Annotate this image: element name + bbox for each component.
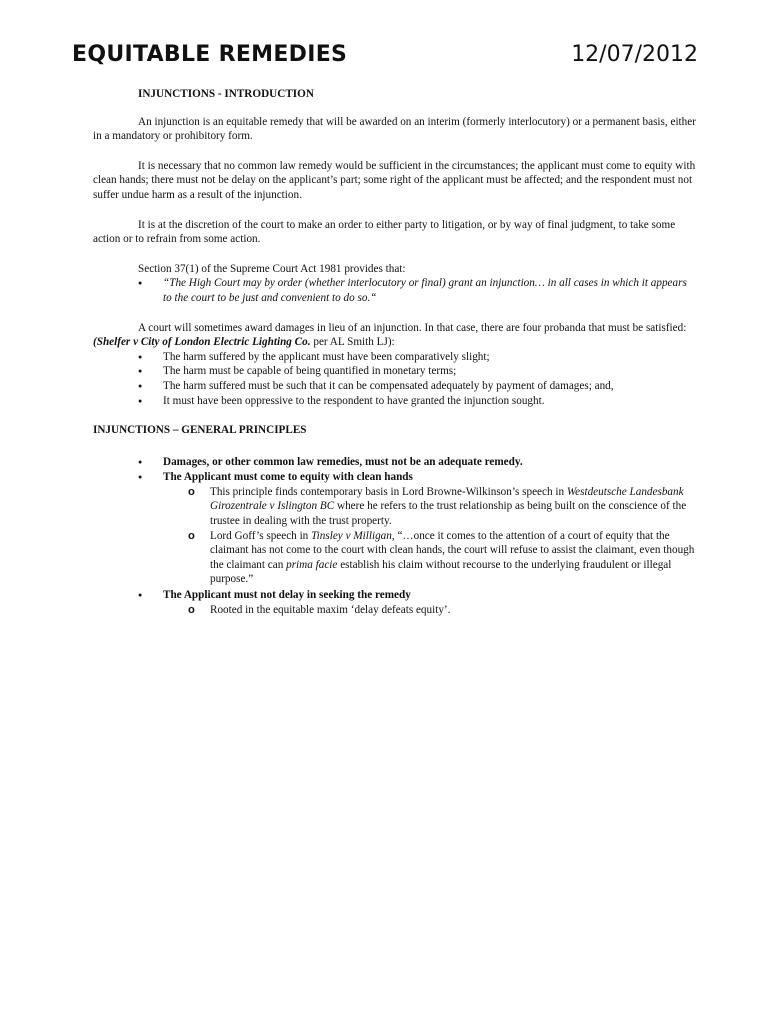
principle-label: The Applicant must not delay in seeking the remedy	[163, 589, 411, 602]
principles-list	[93, 455, 698, 618]
quote-list	[93, 276, 698, 305]
list-item: ● The harm suffered by the applicant must have been comparatively slight;	[138, 350, 698, 365]
document-date: 12/07/2012	[571, 42, 698, 67]
statute-quote: ● “The High Court may by order (whether interlocutory or final) grant an injunction… in all cases in which it appears to the court to be just and convenient to do so.“	[138, 276, 698, 305]
document-title: EQUITABLE REMEDIES	[72, 42, 348, 67]
document-header	[72, 42, 698, 78]
latin-phrase: prima facie	[286, 558, 338, 571]
list-item	[138, 588, 698, 617]
case-name: Westdeutsche Landesbank Girozentrale v Islington BC	[210, 485, 684, 513]
document-body	[93, 87, 698, 632]
list-item: ● It must have been oppressive to the respondent to have granted the injunction sought.	[138, 394, 698, 409]
text-run: per AL Smith LJ):	[310, 336, 395, 349]
principle-label: The Applicant must come to equity with clean hands	[163, 471, 413, 484]
text-run: establish his claim without recourse to the underlying fraudulent or illegal purpose.”	[210, 558, 672, 586]
section-heading-general: INJUNCTIONS – GENERAL PRINCIPLES	[93, 424, 307, 437]
sub-list-item	[188, 485, 698, 529]
paragraph: Section 37(1) of the Supreme Court Act 1981 provides that:	[138, 262, 406, 275]
sub-list	[163, 603, 698, 618]
sub-list-item	[188, 529, 698, 587]
paragraph: It is at the discretion of the court to make an order to either party to litigation, or by way of final judgment, to take some action or to refrain from some action.	[93, 218, 676, 246]
list-item	[138, 455, 698, 470]
text-run: , “…once it comes to the attention of a court of equity that the claimant has not come to the court with clean hands, the court will refuse to assist the claimant, even though the claimant can	[210, 529, 695, 571]
text-run: where he refers to the trust relationship as being built on the conscience of the trustee in dealing with the trust property.	[210, 500, 687, 528]
list-item: ● The harm suffered must be such that it can be compensated adequately by payment of damages; and,	[138, 379, 698, 394]
paragraph-damages	[93, 321, 698, 350]
list-item	[138, 470, 698, 587]
text-run: Lord Goff’s speech in	[210, 529, 312, 542]
sub-list-item: o Rooted in the equitable maxim ‘delay defeats equity’.	[188, 603, 698, 618]
text-run: A court will sometimes award damages in lieu of an injunction. In that case, there are four probanda that must be satisfied:	[138, 321, 687, 334]
probanda-list	[93, 350, 698, 408]
section-heading-intro: INJUNCTIONS - INTRODUCTION	[138, 88, 314, 100]
sub-list	[163, 485, 698, 587]
case-name: (Shelfer v City of London Electric Lighting Co.	[93, 336, 311, 349]
text-run: This principle finds contemporary basis in Lord Browne-Wilkinson’s speech in	[210, 485, 567, 498]
paragraph: An injunction is an equitable remedy that will be awarded on an interim (formerly interlocutory) or a permanent basis, either in a mandatory or prohibitory form.	[93, 115, 696, 143]
case-name: Tinsley v Milligan	[311, 529, 392, 542]
principle-label: Damages, or other common law remedies, must not be an adequate remedy.	[163, 455, 523, 468]
paragraph: It is necessary that no common law remedy would be sufficient in the circumstances; the applicant must come to equity with clean hands; there must not be delay on the applicant’s part; some right of the applicant must be affected; and the respondent must not suffer undue harm as a result of the injunction.	[93, 159, 696, 201]
list-item: ● The harm must be capable of being quantified in monetary terms;	[138, 364, 698, 379]
